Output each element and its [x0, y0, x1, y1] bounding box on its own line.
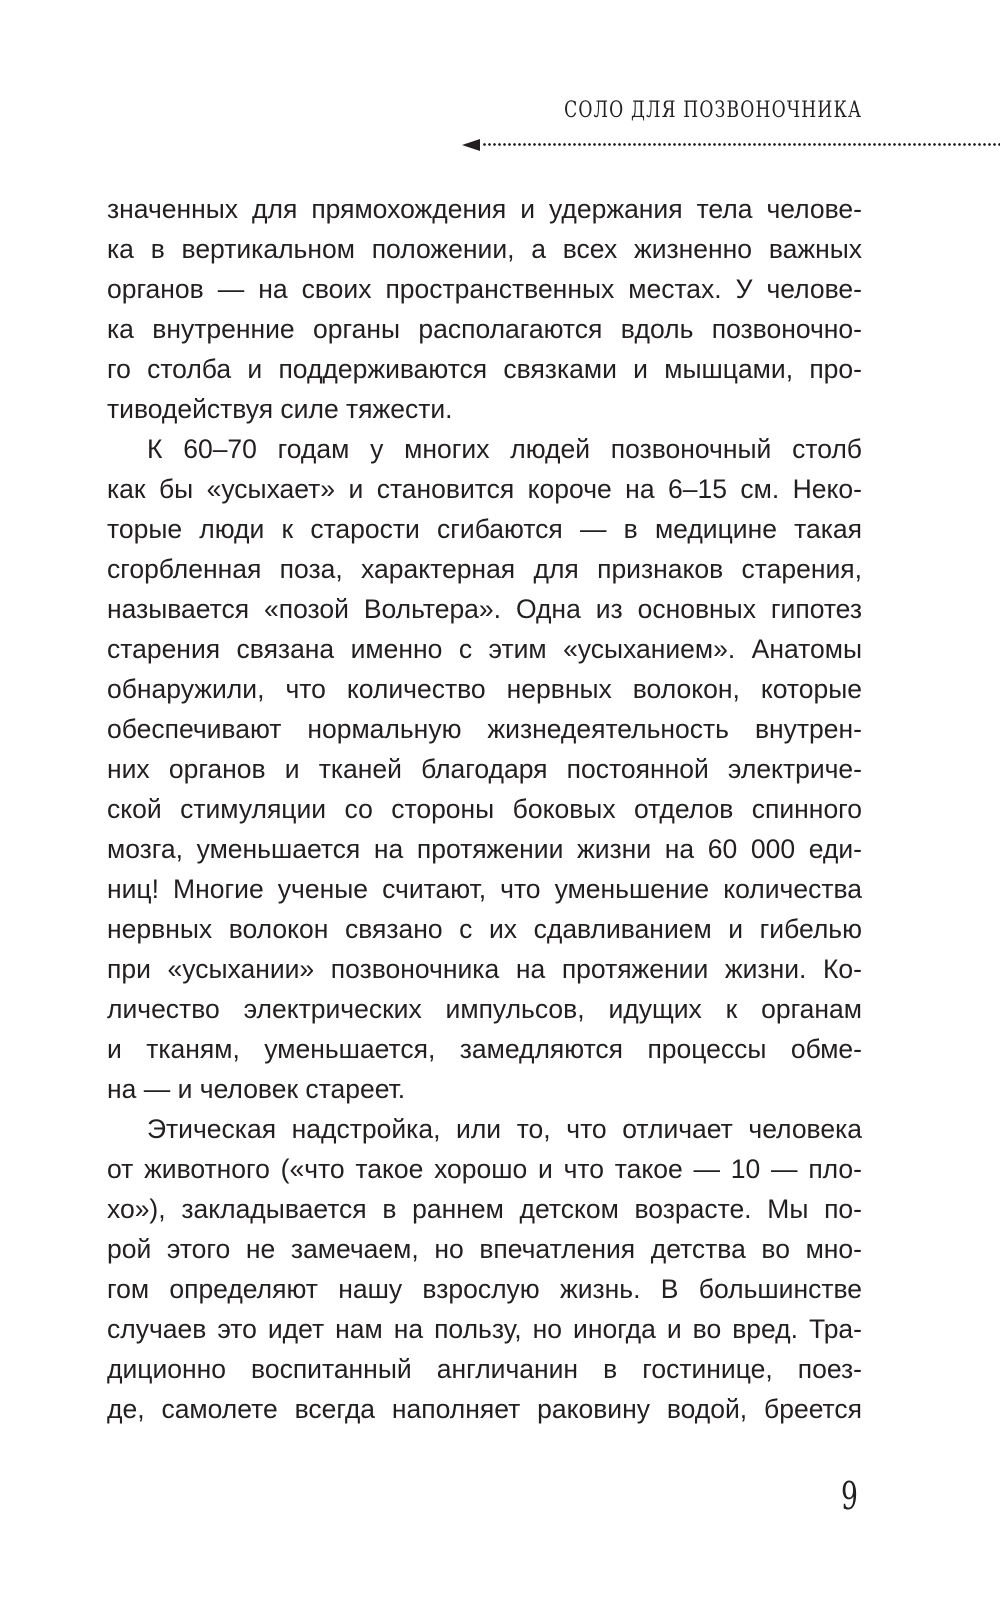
text-line: личество электрических импульсов, идущих к органам [107, 994, 862, 1024]
text-line: нервных волокон связано с их сдавливанием и гибелью [107, 914, 862, 944]
text-line: ка внутренние органы располагаются вдоль позвоночно- [107, 314, 862, 344]
paragraph-3 [107, 1109, 862, 1429]
dotted-rule [482, 143, 1000, 146]
text-line: торые люди к старости сгибаются — в медицине такая [107, 514, 862, 544]
text-line: диционно воспитанный англичанин в гостинице, поез- [107, 1354, 862, 1384]
text-line: ка в вертикальном положении, а всех жизненно важных [107, 234, 862, 264]
text-line: как бы «усыхает» и становится короче на 6–15 см. Неко- [107, 474, 862, 504]
paragraph-1 [107, 189, 862, 429]
text-line: ской стимуляции со стороны боковых отделов спинного [107, 794, 862, 824]
text-line: тиводействуя силе тяжести. [107, 394, 453, 424]
header-dotted-arrow-rule [462, 138, 1000, 152]
text-line: от животного («что такое хорошо и что такое — 10 — пло- [107, 1154, 862, 1184]
text-line: Этическая надстройка, или то, что отличает человека [147, 1114, 862, 1144]
text-line: обнаружили, что количество нервных волокон, которые [107, 674, 862, 704]
text-line: гом определяют нашу взрослую жизнь. В большинстве [107, 1274, 862, 1304]
text-line: обеспечивают нормальную жизнедеятельность внутрен- [107, 714, 862, 744]
text-line: значенных для прямохождения и удержания тела челове- [107, 194, 862, 224]
text-line: го столба и поддерживаются связками и мышцами, про- [107, 354, 862, 384]
text-line: сгорбленная поза, характерная для признаков старения, [107, 554, 862, 584]
paragraph-2 [107, 429, 862, 1109]
running-header-title: СОЛО ДЛЯ ПОЗВОНОЧНИКА [563, 98, 862, 123]
text-line: старения связана именно с этим «усыханием». Анатомы [107, 634, 862, 664]
text-line: де, самолете всегда наполняет раковину водой, бреется [107, 1394, 862, 1424]
text-line: ниц! Многие ученые считают, что уменьшение количества [107, 874, 862, 904]
page-number: 9 [841, 1474, 858, 1518]
body-text [107, 189, 862, 1429]
text-line: на — и человек стареет. [107, 1074, 406, 1104]
text-line: мозга, уменьшается на протяжении жизни на 60 000 еди- [107, 834, 862, 864]
text-line: при «усыхании» позвоночника на протяжении жизни. Ко- [107, 954, 862, 984]
text-line: органов — на своих пространственных местах. У челове- [107, 274, 862, 304]
text-line: случаев это идет нам на пользу, но иногда и во вред. Тра- [107, 1314, 862, 1344]
text-line: К 60–70 годам у многих людей позвоночный столб [147, 434, 862, 464]
text-line: называется «позой Вольтера». Одна из основных гипотез [107, 594, 862, 624]
text-line: хо»), закладывается в раннем детском возрасте. Мы по- [107, 1194, 862, 1224]
text-line: рой этого не замечаем, но впечатления детства во мно- [107, 1234, 862, 1264]
text-line: них органов и тканей благодаря постоянной электриче- [107, 754, 862, 784]
text-line: и тканям, уменьшается, замедляются процессы обме- [107, 1034, 862, 1064]
arrow-left-icon [462, 139, 480, 151]
